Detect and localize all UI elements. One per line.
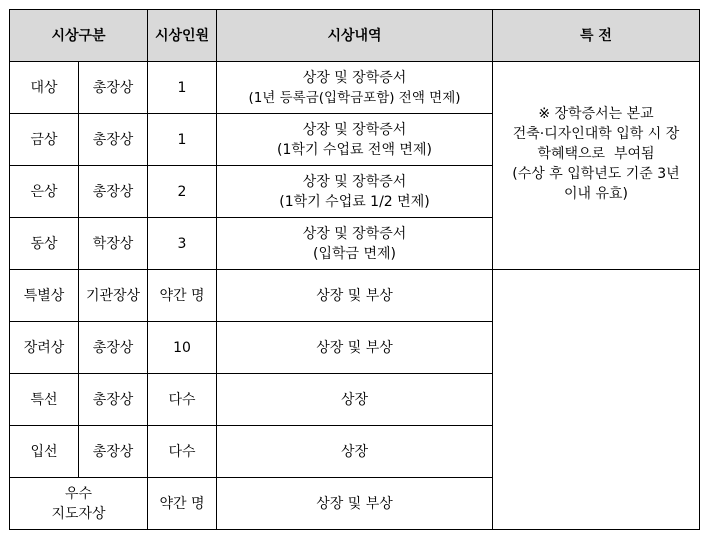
benefit-note-line2: 건축·디자인대학 입학 시 장 [512,126,680,142]
award-detail: 상장 [217,426,493,478]
award-name: 대상 [10,62,79,114]
teacher-award-line2: 지도자상 [51,505,106,522]
table-row [10,270,700,322]
award-detail: 상장 [217,374,493,426]
award-level: 학장상 [79,218,148,270]
award-name: 동상 [10,218,79,270]
award-table-container [9,9,700,530]
award-level: 총장상 [79,426,148,478]
award-detail-line1: 상장 및 장학증서 [302,69,407,86]
award-level: 총장상 [79,62,148,114]
award-count: 약간 명 [148,478,217,530]
benefit-note-line1: ※ 장학증서는 본교 [538,106,654,122]
award-name: 입선 [10,426,79,478]
award-level: 기관장상 [79,270,148,322]
benefit-note [493,62,700,270]
teacher-award-line1: 우수 [64,485,93,502]
award-name: 은상 [10,166,79,218]
award-count: 10 [148,322,217,374]
award-count: 2 [148,166,217,218]
award-count: 1 [148,114,217,166]
benefit-note-line4: (수상 후 입학년도 기준 3년 [512,166,680,182]
award-count: 다수 [148,374,217,426]
award-detail-line2: (입학금 면제) [313,245,396,262]
award-detail-line1: 상장 및 장학증서 [302,225,407,242]
header-benefit: 특 전 [493,10,700,62]
award-detail: 상장 및 부상 [217,270,493,322]
award-level: 총장상 [79,374,148,426]
benefit-note-line3: 학혜택으로 부여됨 [537,146,655,162]
award-detail-line2: (1학기 수업료 전액 면제) [277,141,432,158]
benefit-empty [493,270,700,530]
award-name: 특별상 [10,270,79,322]
award-level: 총장상 [79,166,148,218]
award-detail: 상장 및 부상 [217,322,493,374]
award-level: 총장상 [79,322,148,374]
award-detail-line2: (1년 등록금(입학금포함) 전액 면제) [248,89,461,106]
award-detail [217,114,493,166]
award-detail [217,166,493,218]
header-row [10,10,700,62]
award-detail [217,62,493,114]
table-row [10,62,700,114]
award-count: 1 [148,62,217,114]
award-detail [217,218,493,270]
header-category: 시상구분 [10,10,148,62]
award-table [9,9,700,530]
award-name: 금상 [10,114,79,166]
award-detail-line1: 상장 및 장학증서 [302,121,407,138]
award-level: 총장상 [79,114,148,166]
benefit-note-line5: 이내 유효) [563,186,628,202]
award-count: 약간 명 [148,270,217,322]
award-name: 장려상 [10,322,79,374]
header-count: 시상인원 [148,10,217,62]
award-count: 3 [148,218,217,270]
award-detail: 상장 및 부상 [217,478,493,530]
award-count: 다수 [148,426,217,478]
award-name: 특선 [10,374,79,426]
award-detail-line2: (1학기 수업료 1/2 면제) [279,193,430,210]
award-detail-line1: 상장 및 장학증서 [302,173,407,190]
teacher-award-name [10,478,148,530]
header-details: 시상내역 [217,10,493,62]
